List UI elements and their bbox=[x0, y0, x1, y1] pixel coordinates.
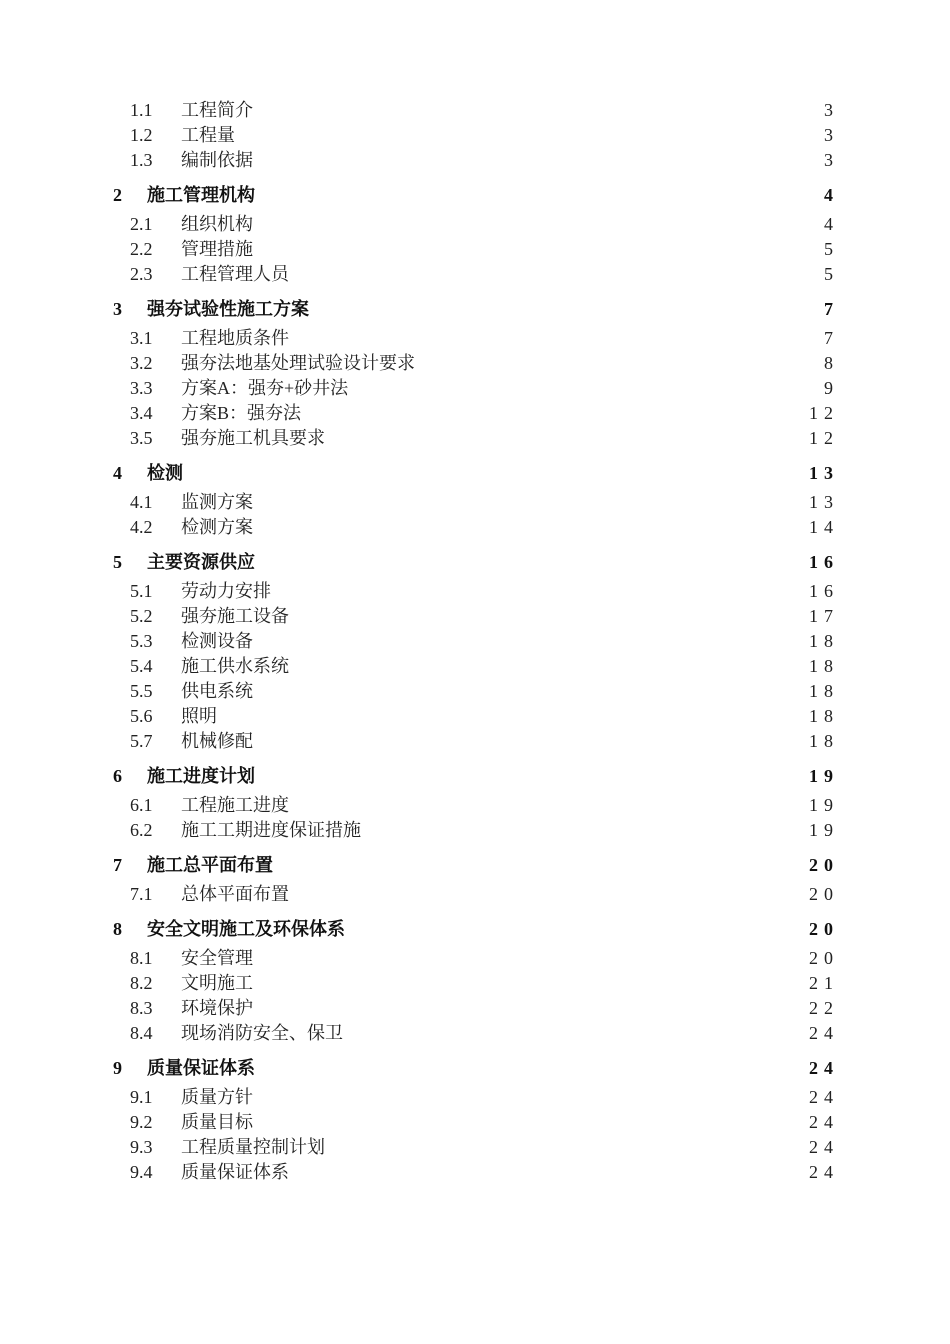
toc-entry-number: 5.5 bbox=[130, 681, 153, 701]
toc-entry-page-number: 4 bbox=[824, 214, 839, 234]
toc-section-entry[interactable] bbox=[113, 604, 839, 629]
toc-entry-page-number: 16 bbox=[809, 581, 839, 601]
toc-entry-page-number: 5 bbox=[824, 264, 839, 284]
toc-chapter-entry[interactable] bbox=[113, 912, 839, 946]
toc-section-entry[interactable] bbox=[113, 704, 839, 729]
toc-entry-page-number: 7 bbox=[824, 328, 839, 348]
toc-entry-number: 6.2 bbox=[130, 820, 153, 840]
toc-entry-title: 工程施工进度 bbox=[181, 795, 289, 815]
toc-entry-page-number: 24 bbox=[809, 1112, 839, 1132]
toc-entry-page-number: 24 bbox=[809, 1087, 839, 1107]
toc-entry-page-number: 19 bbox=[809, 820, 839, 840]
toc-section-entry[interactable] bbox=[113, 237, 839, 262]
toc-entry-title: 工程量 bbox=[181, 125, 235, 145]
toc-entry-page-number: 20 bbox=[809, 919, 839, 939]
toc-section-entry[interactable] bbox=[113, 490, 839, 515]
toc-entry-number: 3.3 bbox=[130, 378, 153, 398]
toc-section-entry[interactable] bbox=[113, 1160, 839, 1185]
toc-entry-title: 工程质量控制计划 bbox=[181, 1137, 325, 1157]
toc-entry-page-number: 9 bbox=[824, 378, 839, 398]
toc-entry-number: 3.2 bbox=[130, 353, 153, 373]
toc-section-entry[interactable] bbox=[113, 426, 839, 451]
toc-entry-number: 5.6 bbox=[130, 706, 153, 726]
toc-entry-number: 5.2 bbox=[130, 606, 153, 626]
toc-entry-page-number: 4 bbox=[824, 185, 839, 205]
toc-entry-title: 强夯法地基处理试验设计要求 bbox=[181, 353, 415, 373]
toc-chapter-entry[interactable] bbox=[113, 545, 839, 579]
toc-section-entry[interactable] bbox=[113, 262, 839, 287]
toc-entry-title: 监测方案 bbox=[181, 492, 253, 512]
toc-section-entry[interactable] bbox=[113, 123, 839, 148]
toc-section-entry[interactable] bbox=[113, 882, 839, 907]
toc-entry-page-number: 13 bbox=[809, 463, 839, 483]
toc-entry-number: 2.1 bbox=[130, 214, 153, 234]
toc-entry-title: 现场消防安全、保卫 bbox=[181, 1023, 343, 1043]
toc-entry-title: 方案B：强夯法 bbox=[181, 403, 302, 423]
toc-entry-page-number: 20 bbox=[809, 948, 839, 968]
toc-entry-page-number: 12 bbox=[809, 428, 839, 448]
toc-entry-number: 2.3 bbox=[130, 264, 153, 284]
toc-chapter-entry[interactable] bbox=[113, 759, 839, 793]
toc-entry-number: 4.2 bbox=[130, 517, 153, 537]
toc-chapter-entry[interactable] bbox=[113, 178, 839, 212]
toc-entry-number: 4.1 bbox=[130, 492, 153, 512]
toc-entry-number: 2.2 bbox=[130, 239, 153, 259]
toc-section-entry[interactable] bbox=[113, 1110, 839, 1135]
toc-entry-title: 主要资源供应 bbox=[147, 552, 255, 572]
toc-entry-number: 7 bbox=[113, 855, 122, 875]
toc-section-entry[interactable] bbox=[113, 793, 839, 818]
toc-section-entry[interactable] bbox=[113, 351, 839, 376]
toc-entry-title: 施工供水系统 bbox=[181, 656, 289, 676]
toc-section-entry[interactable] bbox=[113, 818, 839, 843]
toc-entry-number: 8.3 bbox=[130, 998, 153, 1018]
toc-entry-title: 检测 bbox=[147, 463, 183, 483]
table-of-contents bbox=[113, 98, 839, 1185]
toc-entry-page-number: 18 bbox=[809, 656, 839, 676]
toc-entry-title: 施工工期进度保证措施 bbox=[181, 820, 361, 840]
toc-entry-title: 质量目标 bbox=[181, 1112, 253, 1132]
toc-entry-title: 检测方案 bbox=[181, 517, 253, 537]
toc-chapter-entry[interactable] bbox=[113, 848, 839, 882]
toc-entry-number: 6.1 bbox=[130, 795, 153, 815]
toc-entry-number: 9.2 bbox=[130, 1112, 153, 1132]
toc-entry-title: 管理措施 bbox=[181, 239, 253, 259]
toc-entry-title: 强夯施工机具要求 bbox=[181, 428, 325, 448]
toc-entry-title: 文明施工 bbox=[181, 973, 253, 993]
toc-section-entry[interactable] bbox=[113, 654, 839, 679]
toc-chapter-entry[interactable] bbox=[113, 456, 839, 490]
toc-entry-number: 8.1 bbox=[130, 948, 153, 968]
toc-entry-title: 强夯施工设备 bbox=[181, 606, 289, 626]
toc-entry-number: 1.3 bbox=[130, 150, 153, 170]
toc-entry-page-number: 18 bbox=[809, 731, 839, 751]
toc-entry-title: 机械修配 bbox=[181, 731, 253, 751]
toc-entry-number: 9.4 bbox=[130, 1162, 153, 1182]
toc-section-entry[interactable] bbox=[113, 1085, 839, 1110]
toc-section-entry[interactable] bbox=[113, 729, 839, 754]
toc-entry-page-number: 5 bbox=[824, 239, 839, 259]
toc-entry-number: 9.3 bbox=[130, 1137, 153, 1157]
toc-entry-page-number: 18 bbox=[809, 706, 839, 726]
toc-section-entry[interactable] bbox=[113, 326, 839, 351]
toc-entry-title: 编制依据 bbox=[181, 150, 253, 170]
toc-entry-title: 工程简介 bbox=[181, 100, 253, 120]
toc-section-entry[interactable] bbox=[113, 579, 839, 604]
toc-section-entry[interactable] bbox=[113, 629, 839, 654]
toc-entry-page-number: 8 bbox=[824, 353, 839, 373]
toc-entry-title: 安全管理 bbox=[181, 948, 253, 968]
toc-entry-page-number: 19 bbox=[809, 795, 839, 815]
toc-entry-page-number: 13 bbox=[809, 492, 839, 512]
toc-section-entry[interactable] bbox=[113, 148, 839, 173]
toc-entry-page-number: 24 bbox=[809, 1137, 839, 1157]
toc-entry-page-number: 24 bbox=[809, 1023, 839, 1043]
toc-entry-page-number: 7 bbox=[824, 299, 839, 319]
toc-entry-page-number: 24 bbox=[809, 1058, 839, 1078]
toc-entry-title: 照明 bbox=[181, 706, 217, 726]
toc-entry-number: 4 bbox=[113, 463, 122, 483]
toc-entry-title: 强夯试验性施工方案 bbox=[147, 299, 309, 319]
toc-entry-page-number: 14 bbox=[809, 517, 839, 537]
toc-section-entry[interactable] bbox=[113, 401, 839, 426]
toc-entry-title: 施工进度计划 bbox=[147, 766, 255, 786]
toc-entry-page-number: 3 bbox=[824, 100, 839, 120]
toc-entry-page-number: 19 bbox=[809, 766, 839, 786]
toc-entry-title: 工程管理人员 bbox=[181, 264, 289, 284]
toc-entry-title: 施工总平面布置 bbox=[147, 855, 273, 875]
toc-entry-page-number: 20 bbox=[809, 884, 839, 904]
toc-entry-number: 5 bbox=[113, 552, 122, 572]
toc-entry-title: 供电系统 bbox=[181, 681, 253, 701]
toc-entry-page-number: 18 bbox=[809, 681, 839, 701]
toc-entry-title: 工程地质条件 bbox=[181, 328, 289, 348]
toc-entry-page-number: 3 bbox=[824, 125, 839, 145]
toc-entry-number: 8.4 bbox=[130, 1023, 153, 1043]
toc-section-entry[interactable] bbox=[113, 679, 839, 704]
toc-entry-title: 安全文明施工及环保体系 bbox=[147, 919, 345, 939]
toc-entry-number: 5.4 bbox=[130, 656, 153, 676]
toc-entry-number: 3 bbox=[113, 299, 122, 319]
toc-entry-number: 5.3 bbox=[130, 631, 153, 651]
toc-entry-title: 质量方针 bbox=[181, 1087, 253, 1107]
toc-entry-page-number: 16 bbox=[809, 552, 839, 572]
toc-section-entry[interactable] bbox=[113, 212, 839, 237]
toc-section-entry[interactable] bbox=[113, 376, 839, 401]
toc-entry-title: 总体平面布置 bbox=[181, 884, 289, 904]
toc-entry-title: 质量保证体系 bbox=[147, 1058, 255, 1078]
toc-chapter-entry[interactable] bbox=[113, 1051, 839, 1085]
toc-entry-number: 9 bbox=[113, 1058, 122, 1078]
toc-entry-page-number: 22 bbox=[809, 998, 839, 1018]
toc-entry-page-number: 21 bbox=[809, 973, 839, 993]
toc-section-entry[interactable] bbox=[113, 515, 839, 540]
toc-entry-number: 2 bbox=[113, 185, 122, 205]
toc-entry-number: 5.7 bbox=[130, 731, 153, 751]
toc-entry-page-number: 20 bbox=[809, 855, 839, 875]
toc-entry-number: 7.1 bbox=[130, 884, 153, 904]
toc-entry-number: 3.4 bbox=[130, 403, 153, 423]
toc-entry-title: 环境保护 bbox=[181, 998, 253, 1018]
toc-entry-number: 1.1 bbox=[130, 100, 153, 120]
toc-entry-number: 8.2 bbox=[130, 973, 153, 993]
toc-entry-page-number: 12 bbox=[809, 403, 839, 423]
toc-entry-number: 1.2 bbox=[130, 125, 153, 145]
toc-section-entry[interactable] bbox=[113, 1021, 839, 1046]
toc-section-entry[interactable] bbox=[113, 1135, 839, 1160]
toc-entry-page-number: 24 bbox=[809, 1162, 839, 1182]
toc-section-entry[interactable] bbox=[113, 946, 839, 971]
toc-entry-title: 组织机构 bbox=[181, 214, 253, 234]
toc-entry-number: 6 bbox=[113, 766, 122, 786]
toc-chapter-entry[interactable] bbox=[113, 292, 839, 326]
toc-entry-number: 3.1 bbox=[130, 328, 153, 348]
toc-entry-number: 8 bbox=[113, 919, 122, 939]
toc-entry-page-number: 3 bbox=[824, 150, 839, 170]
toc-section-entry[interactable] bbox=[113, 971, 839, 996]
toc-entry-title: 劳动力安排 bbox=[181, 581, 271, 601]
toc-entry-number: 9.1 bbox=[130, 1087, 153, 1107]
toc-entry-number: 5.1 bbox=[130, 581, 153, 601]
toc-entry-title: 质量保证体系 bbox=[181, 1162, 289, 1182]
toc-entry-number: 3.5 bbox=[130, 428, 153, 448]
toc-section-entry[interactable] bbox=[113, 996, 839, 1021]
toc-entry-page-number: 17 bbox=[809, 606, 839, 626]
toc-entry-title: 方案A：强夯+砂井法 bbox=[181, 378, 349, 398]
toc-entry-title: 施工管理机构 bbox=[147, 185, 255, 205]
toc-entry-page-number: 18 bbox=[809, 631, 839, 651]
toc-entry-title: 检测设备 bbox=[181, 631, 253, 651]
toc-section-entry[interactable] bbox=[113, 98, 839, 123]
